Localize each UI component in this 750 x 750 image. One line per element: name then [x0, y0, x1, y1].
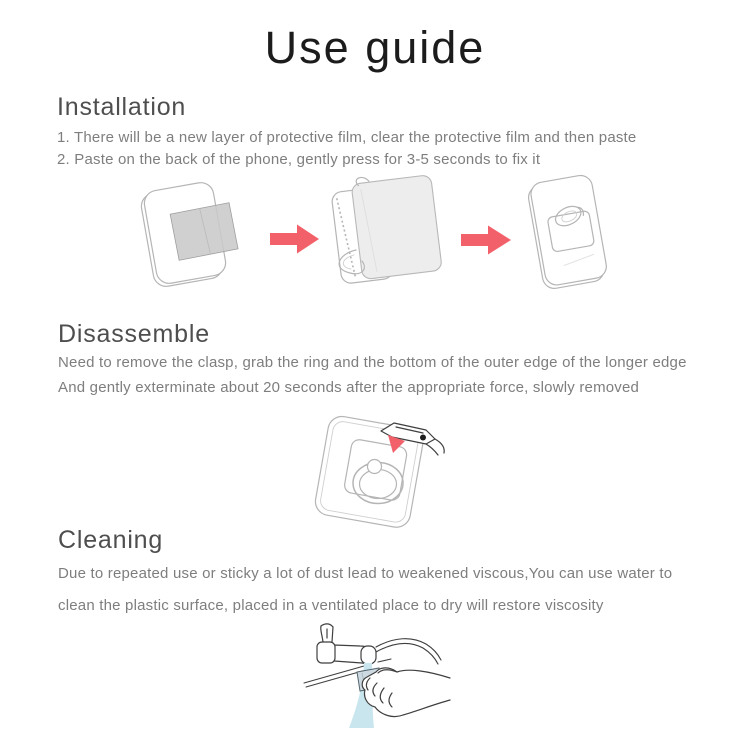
- cleaning-heading: Cleaning: [58, 526, 164, 554]
- cleaning-line-2: clean the plastic surface, placed in a ventilated place to dry will restore viscosity: [58, 597, 604, 614]
- pry-tool-removing-ring-holder-icon: [295, 410, 455, 532]
- installation-illustrations-row: [0, 170, 750, 298]
- disassemble-heading: Disassemble: [58, 320, 210, 348]
- faucet-icon: [317, 624, 376, 664]
- page-title: Use guide: [264, 22, 486, 73]
- cleaning-line-1: Due to repeated use or sticky a lot of dust lead to weakened viscous,You can use water to: [58, 565, 673, 582]
- installation-heading: Installation: [57, 93, 187, 121]
- installation-step-1: 1. There will be a new layer of protective film, clear the protective film and then paste: [57, 129, 637, 146]
- disassemble-line-1: Need to remove the clasp, grab the ring and the bottom of the outer edge of the longer edge: [58, 354, 687, 371]
- hand-icon: [362, 668, 450, 717]
- ring-holder-attached-icon: [526, 174, 609, 291]
- peel-protective-film-icon: [330, 170, 443, 284]
- installation-step-2: 2. Paste on the back of the phone, gently press for 3-5 seconds to fix it: [57, 151, 541, 168]
- right-arrow-icon: [461, 226, 511, 255]
- disassemble-line-2: And gently exterminate about 20 seconds after the appropriate force, slowly removed: [58, 379, 640, 396]
- right-arrow-icon: [270, 225, 319, 254]
- phone-with-adhesive-film-icon: [139, 181, 238, 289]
- rinse-under-faucet-icon: [298, 616, 452, 748]
